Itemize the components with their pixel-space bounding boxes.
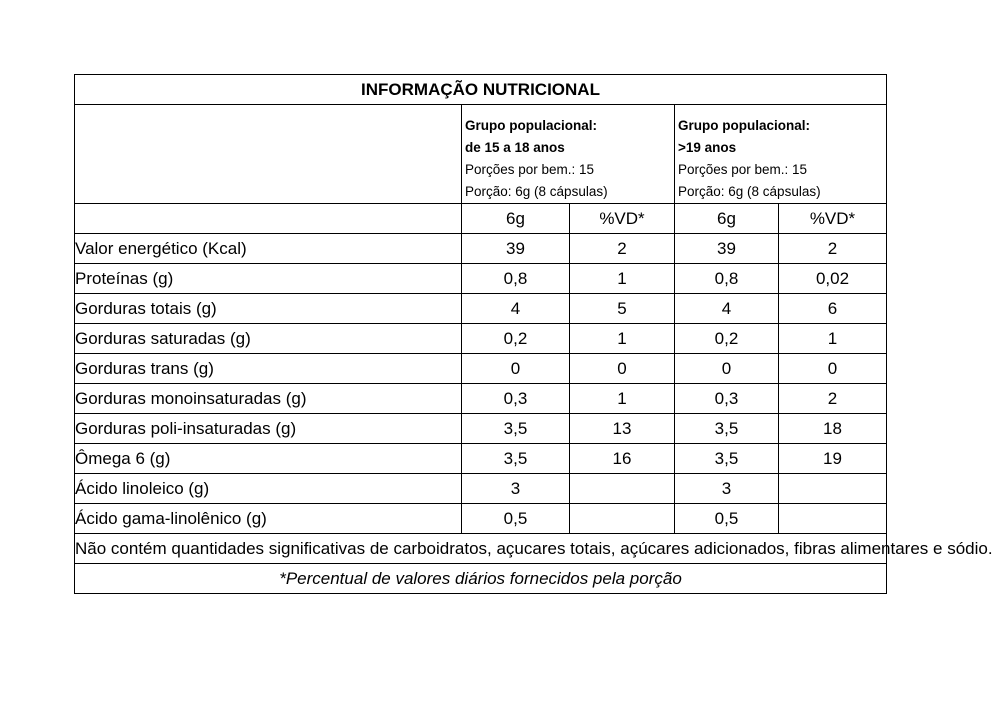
row-value: 2	[570, 234, 675, 264]
row-value: 0,3	[675, 384, 779, 414]
row-label: Ômega 6 (g)	[75, 444, 462, 474]
row-value	[570, 504, 675, 534]
table-row	[75, 384, 887, 414]
note-row	[75, 534, 887, 564]
row-value: 0,2	[462, 324, 570, 354]
row-value	[779, 504, 887, 534]
row-label: Ácido gama-linolênico (g)	[75, 504, 462, 534]
row-label: Gorduras trans (g)	[75, 354, 462, 384]
header-cell: %VD*	[570, 204, 675, 234]
table-title: INFORMAÇÃO NUTRICIONAL	[75, 75, 887, 105]
row-value: 16	[570, 444, 675, 474]
table-row	[75, 504, 887, 534]
table-row	[75, 324, 887, 354]
group-portions: Porções por bem.: 15	[465, 162, 595, 177]
row-value: 1	[570, 324, 675, 354]
group-age: >19 anos	[678, 140, 737, 155]
row-value: 0	[462, 354, 570, 384]
table-row	[75, 234, 887, 264]
row-value: 1	[570, 264, 675, 294]
row-label: Gorduras monoinsaturadas (g)	[75, 384, 462, 414]
table-row	[75, 474, 887, 504]
row-value: 0	[779, 354, 887, 384]
table-row	[75, 354, 887, 384]
header-empty-cell	[75, 204, 462, 234]
row-value: 0,02	[779, 264, 887, 294]
row-value: 0,3	[462, 384, 570, 414]
row-value: 18	[779, 414, 887, 444]
row-label: Valor energético (Kcal)	[75, 234, 462, 264]
row-value: 0,2	[675, 324, 779, 354]
group-row	[75, 105, 887, 204]
row-label: Gorduras saturadas (g)	[75, 324, 462, 354]
row-value: 3,5	[675, 444, 779, 474]
table-row	[75, 414, 887, 444]
row-value: 3,5	[675, 414, 779, 444]
row-value: 0,5	[675, 504, 779, 534]
header-cell: 6g	[462, 204, 570, 234]
row-value: 13	[570, 414, 675, 444]
group-cell-2	[675, 105, 887, 204]
row-label: Ácido linoleico (g)	[75, 474, 462, 504]
row-value: 2	[779, 234, 887, 264]
group-label: Grupo populacional:	[465, 118, 597, 133]
row-value: 19	[779, 444, 887, 474]
table-row	[75, 444, 887, 474]
row-value: 2	[779, 384, 887, 414]
group-label: Grupo populacional:	[678, 118, 810, 133]
row-value: 4	[462, 294, 570, 324]
row-label: Proteínas (g)	[75, 264, 462, 294]
row-value: 39	[462, 234, 570, 264]
row-value	[570, 474, 675, 504]
row-value: 0,8	[675, 264, 779, 294]
footnote-row	[75, 564, 887, 594]
row-value: 3	[675, 474, 779, 504]
row-value: 0	[570, 354, 675, 384]
row-label: Gorduras totais (g)	[75, 294, 462, 324]
header-cell: %VD*	[779, 204, 887, 234]
group-empty-cell	[75, 105, 462, 204]
row-value: 39	[675, 234, 779, 264]
row-value: 1	[570, 384, 675, 414]
row-value: 0,5	[462, 504, 570, 534]
nutrition-note: Não contém quantidades significativas de carboidratos, açucares totais, açúcares adicionados, fibras alimentares e sódio.	[75, 534, 887, 564]
group-cell-1	[462, 105, 675, 204]
table-row	[75, 294, 887, 324]
group-portion: Porção: 6g (8 cápsulas)	[678, 184, 821, 199]
row-value: 5	[570, 294, 675, 324]
title-row	[75, 75, 887, 105]
row-value: 0,8	[462, 264, 570, 294]
nutrition-table	[74, 74, 993, 594]
row-value: 3,5	[462, 444, 570, 474]
row-value: 3,5	[462, 414, 570, 444]
row-label: Gorduras poli-insaturadas (g)	[75, 414, 462, 444]
row-value: 4	[675, 294, 779, 324]
header-row	[75, 204, 887, 234]
row-value	[779, 474, 887, 504]
group-portion: Porção: 6g (8 cápsulas)	[465, 184, 608, 199]
row-value: 3	[462, 474, 570, 504]
group-portions: Porções por bem.: 15	[678, 162, 808, 177]
row-value: 0	[675, 354, 779, 384]
group-age: de 15 a 18 anos	[465, 140, 565, 155]
row-value: 6	[779, 294, 887, 324]
header-cell: 6g	[675, 204, 779, 234]
row-value: 1	[779, 324, 887, 354]
table-row	[75, 264, 887, 294]
footnote: *Percentual de valores diários fornecidos pela porção	[75, 564, 887, 594]
